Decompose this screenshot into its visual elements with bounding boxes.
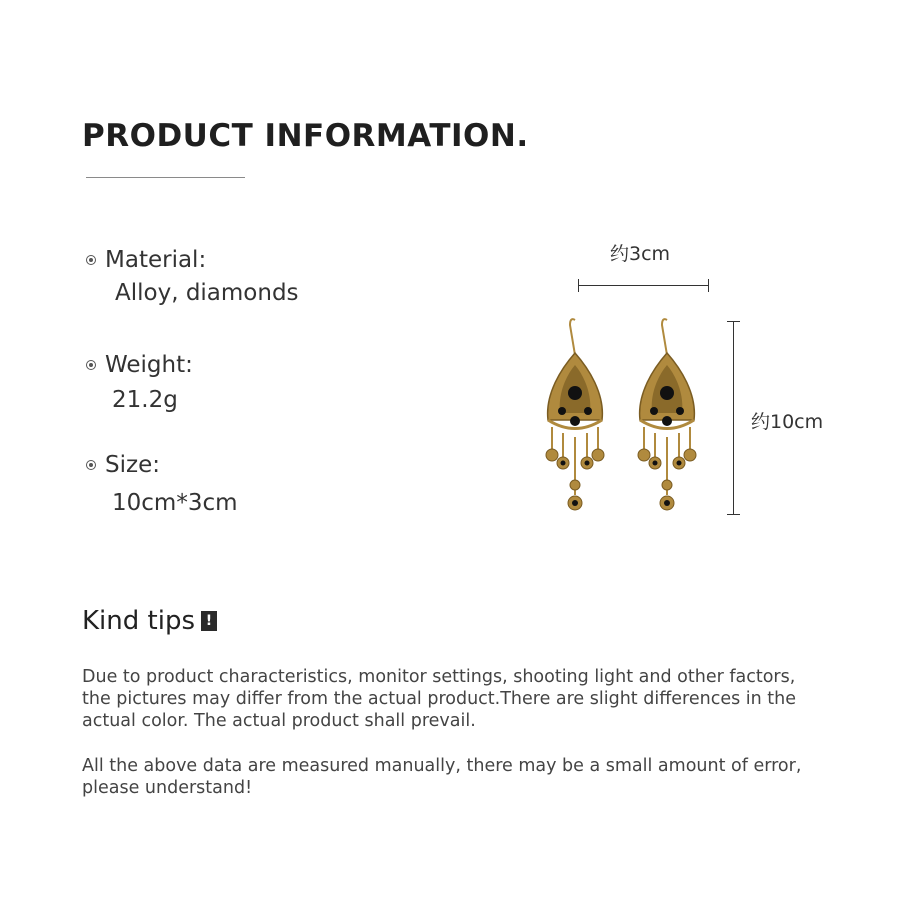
spec-size-value: 10cm*3cm xyxy=(112,490,238,516)
height-dimension-label: 约10cm xyxy=(751,411,824,433)
spec-label-text: Size: xyxy=(105,452,160,478)
earring-left xyxy=(546,319,604,510)
bullet-icon xyxy=(86,460,96,470)
page-title: PRODUCT INFORMATION. xyxy=(82,118,529,154)
bullet-icon xyxy=(86,360,96,370)
width-dimension-label: 约3cm xyxy=(610,243,671,265)
spec-weight-value: 21.2g xyxy=(112,387,178,413)
spec-material-label xyxy=(86,247,206,273)
bullet-icon xyxy=(86,255,96,265)
kind-tips-title: Kind tips xyxy=(82,606,195,636)
tips-paragraph-1: Due to product characteristics, monitor settings, shooting light and other factors, the pictures may differ from the actual product.There are slight differences in the actual color. The actual product shall prevail. xyxy=(82,667,796,731)
exclamation-icon: ! xyxy=(201,611,217,631)
spec-label-text: Weight: xyxy=(105,352,193,378)
title-underline xyxy=(86,177,245,178)
height-dimension-tick xyxy=(727,514,740,515)
earring-right xyxy=(638,319,696,510)
spec-weight-label xyxy=(86,352,193,378)
width-dimension-tick xyxy=(708,279,709,292)
width-dimension-line xyxy=(578,285,709,286)
width-dimension-tick xyxy=(578,279,579,292)
earrings-product-image xyxy=(530,315,720,520)
tips-paragraph-2: All the above data are measured manually, there may be a small amount of error, please understand! xyxy=(82,756,802,798)
height-dimension-line xyxy=(733,321,734,514)
spec-material-value: Alloy, diamonds xyxy=(115,280,299,306)
kind-tips-heading xyxy=(82,606,217,636)
spec-label-text: Material: xyxy=(105,247,207,273)
height-dimension-tick xyxy=(727,321,740,322)
spec-size-label xyxy=(86,452,160,478)
